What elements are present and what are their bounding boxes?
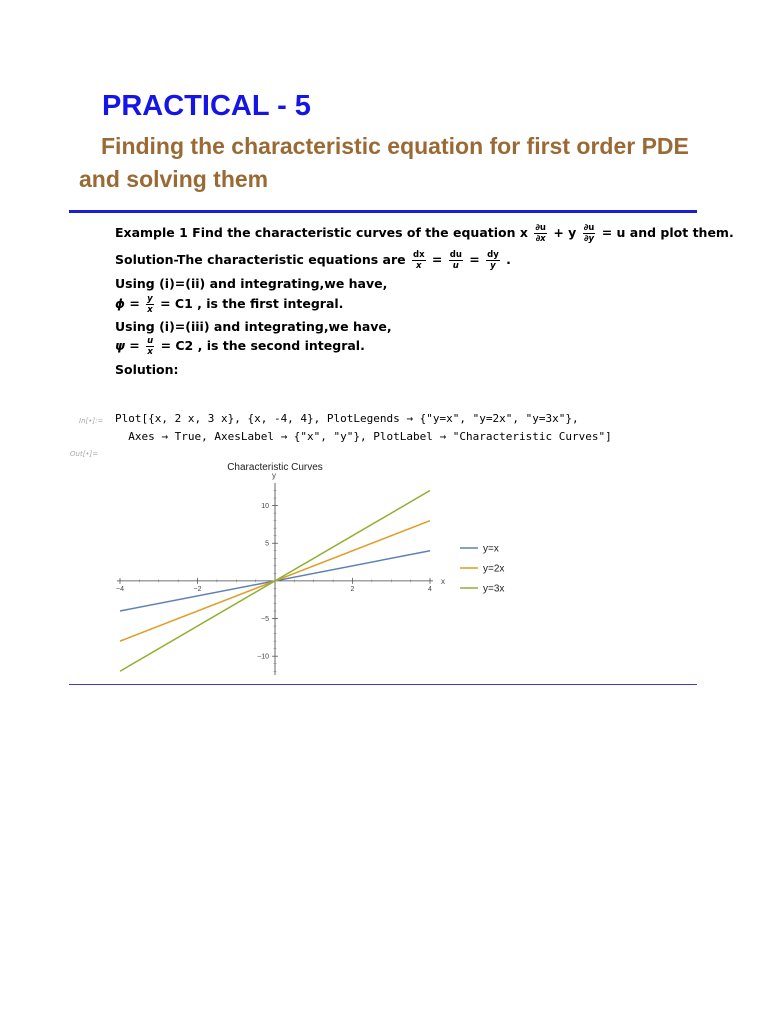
y-tick-label: 10 [261, 503, 269, 511]
second-integral-text: = C2 , is the second integral. [160, 338, 365, 353]
integration-step-1: Using (i)=(ii) and integrating,we have, [115, 276, 388, 291]
legend-label-1: y=x [483, 543, 499, 555]
equals-sign: = [469, 252, 480, 267]
dy-over-y-fraction [486, 250, 500, 271]
du-over-u-fraction [449, 250, 463, 271]
y-tick-label: 5 [265, 540, 269, 548]
solution-characteristic-equations [115, 250, 511, 271]
legend-label-3: y=3x [483, 583, 505, 595]
x-tick-label: −2 [193, 585, 202, 593]
partial-u-x-fraction [534, 223, 547, 244]
page-subtitle: Finding the characteristic equation for first order PDE and solving them [79, 133, 689, 192]
fraction-numerator: ∂u [583, 223, 595, 233]
output-cell-label: Out[•]= [70, 450, 99, 458]
u-over-x-fraction [146, 336, 154, 357]
equals-sign: = [129, 338, 140, 353]
fraction-numerator: dx [412, 250, 425, 260]
fraction-denominator: x [416, 261, 422, 271]
fraction-denominator: ∂y [583, 234, 595, 244]
period: . [506, 252, 511, 267]
example-text-end: = u and plot them. [601, 225, 734, 240]
phi-symbol: ϕ [115, 296, 125, 311]
example-text-start: Example 1 Find the characteristic curves of the equation x [115, 225, 528, 240]
characteristic-curves-plot [100, 455, 540, 677]
input-cell-label: In[•]:= [79, 417, 104, 425]
x-tick-label: 2 [350, 585, 355, 593]
y-over-x-fraction [146, 294, 154, 315]
fraction-numerator: ∂u [535, 223, 546, 233]
second-integral [115, 336, 365, 357]
solution-label: Solution: [115, 362, 179, 377]
x-tick-label: −4 [116, 585, 124, 593]
integration-step-2: Using (i)=(iii) and integrating,we have, [115, 319, 392, 334]
y-tick-label: −5 [261, 616, 269, 624]
top-divider [69, 210, 697, 213]
fraction-numerator: y [147, 294, 153, 304]
psi-symbol: ψ [115, 338, 125, 353]
fraction-numerator: du [449, 250, 462, 260]
fraction-numerator: u [147, 336, 154, 346]
code-line-2[interactable]: Axes → True, AxesLabel → {"x", "y"}, PlotLabel → "Characteristic Curves"] [115, 430, 612, 443]
chart-title: Characteristic Curves [227, 462, 323, 473]
example-statement [115, 223, 734, 244]
plus-y-text: + y [553, 225, 577, 240]
fraction-denominator: y [490, 261, 496, 271]
solution-text: Solution-The characteristic equations are [115, 252, 406, 267]
bottom-divider [69, 684, 697, 685]
legend-label-2: y=2x [483, 563, 505, 575]
dx-over-x-fraction [412, 250, 426, 271]
equals-sign: = [431, 252, 443, 267]
fraction-numerator: dy [487, 250, 499, 260]
fraction-denominator: x [147, 305, 153, 315]
fraction-denominator: ∂x [535, 234, 546, 244]
first-integral [115, 294, 343, 315]
page-title: PRACTICAL - 5 [102, 90, 311, 122]
x-axis-label: x [441, 576, 445, 586]
partial-u-y-fraction [583, 223, 596, 244]
code-line-1[interactable]: Plot[{x, 2 x, 3 x}, {x, -4, 4}, PlotLegends → {"y=x", "y=2x", "y=3x"}, [115, 412, 579, 425]
fraction-denominator: x [147, 347, 153, 357]
y-tick-label: −10 [257, 653, 269, 661]
equals-sign: = [129, 296, 140, 311]
first-integral-text: = C1 , is the first integral. [160, 296, 344, 311]
fraction-denominator: u [452, 261, 459, 271]
y-axis-label: y [272, 471, 276, 480]
x-tick-label: 4 [428, 585, 432, 593]
